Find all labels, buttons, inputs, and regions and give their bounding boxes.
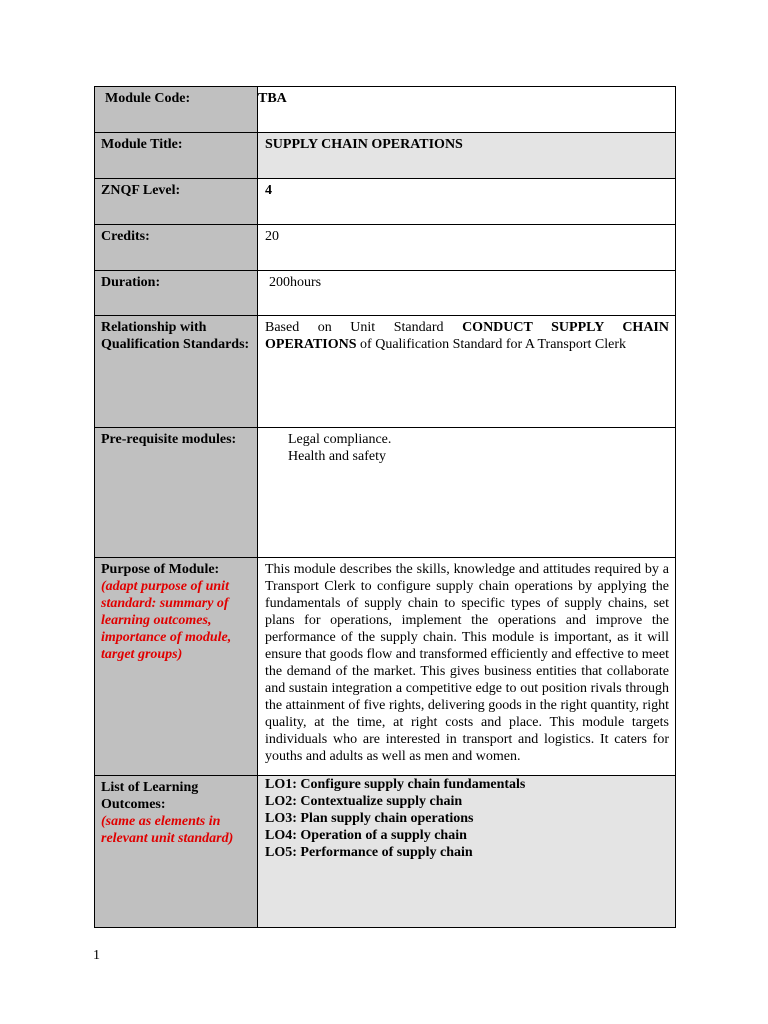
row-module-title	[95, 133, 676, 179]
relationship-value: Based on Unit Standard CONDUCT SUPPLY CHAIN OPERATIONS of Qualification Standard for A Transport Clerk	[258, 316, 676, 428]
prerequisite-list	[258, 428, 676, 558]
relationship-label: Relationship with Qualification Standards:	[95, 316, 258, 428]
row-module-code	[95, 87, 676, 133]
znqf-level-value: 4	[258, 179, 676, 225]
row-znqf-level	[95, 179, 676, 225]
row-relationship	[95, 316, 676, 428]
duration-value: 200hours	[258, 271, 676, 316]
purpose-label-cell	[95, 558, 258, 776]
learning-outcome-item: LO2: Contextualize supply chain	[265, 794, 463, 809]
prerequisite-item: Legal compliance.	[288, 432, 392, 447]
module-title-value: SUPPLY CHAIN OPERATIONS	[258, 133, 676, 179]
module-code-label: Module Code:	[95, 87, 258, 133]
learning-outcomes-label: List of Learning Outcomes:	[101, 780, 199, 812]
credits-label: Credits:	[95, 225, 258, 271]
row-credits	[95, 225, 676, 271]
page-number: 1	[93, 948, 100, 963]
row-learning-outcomes	[95, 776, 676, 928]
znqf-level-label: ZNQF Level:	[95, 179, 258, 225]
learning-outcome-item: LO1: Configure supply chain fundamentals	[265, 777, 526, 792]
row-duration	[95, 271, 676, 316]
duration-label: Duration:	[95, 271, 258, 316]
module-title-label: Module Title:	[95, 133, 258, 179]
prerequisite-label: Pre-requisite modules:	[95, 428, 258, 558]
prerequisite-item: Health and safety	[288, 449, 386, 464]
learning-outcomes-label-cell	[95, 776, 258, 928]
unit-standard-name: CONDUCT SUPPLY CHAIN OPERATIONS	[265, 320, 669, 352]
learning-outcome-item: LO5: Performance of supply chain	[265, 845, 473, 860]
learning-outcomes-list	[258, 776, 676, 928]
purpose-note: (adapt purpose of unit standard: summary of learning outcomes, importance of module, target groups)	[101, 579, 232, 662]
module-descriptor-table	[94, 86, 676, 928]
learning-outcomes-note: (same as elements in relevant unit standard)	[101, 814, 234, 846]
row-prerequisite	[95, 428, 676, 558]
purpose-text: This module describes the skills, knowledge and attitudes required by a Transport Clerk to configure supply chain operations by applying the fundamentals of supply chain to specific types of supply chains, set plans for operations, implement the operations and improve the performance of the supply chain. This module is important, as it will ensure that goods flow and transformed efficiently and effective to meet the demand of the market. This gives business entities that collaborate and sustain integration a competitive edge to out position rivals through the attainment of five rights, delivering goods in the right quantity, right quality, at the time, at right costs and place. This module targets individuals who are interested in transport and logistics. It caters for youths and adults as well as men and women.	[258, 558, 676, 776]
module-code-value: TBA	[258, 87, 676, 133]
purpose-label: Purpose of Module:	[101, 562, 220, 577]
credits-value: 20	[258, 225, 676, 271]
row-purpose	[95, 558, 676, 776]
learning-outcome-item: LO3: Plan supply chain operations	[265, 811, 474, 826]
learning-outcome-item: LO4: Operation of a supply chain	[265, 828, 467, 843]
